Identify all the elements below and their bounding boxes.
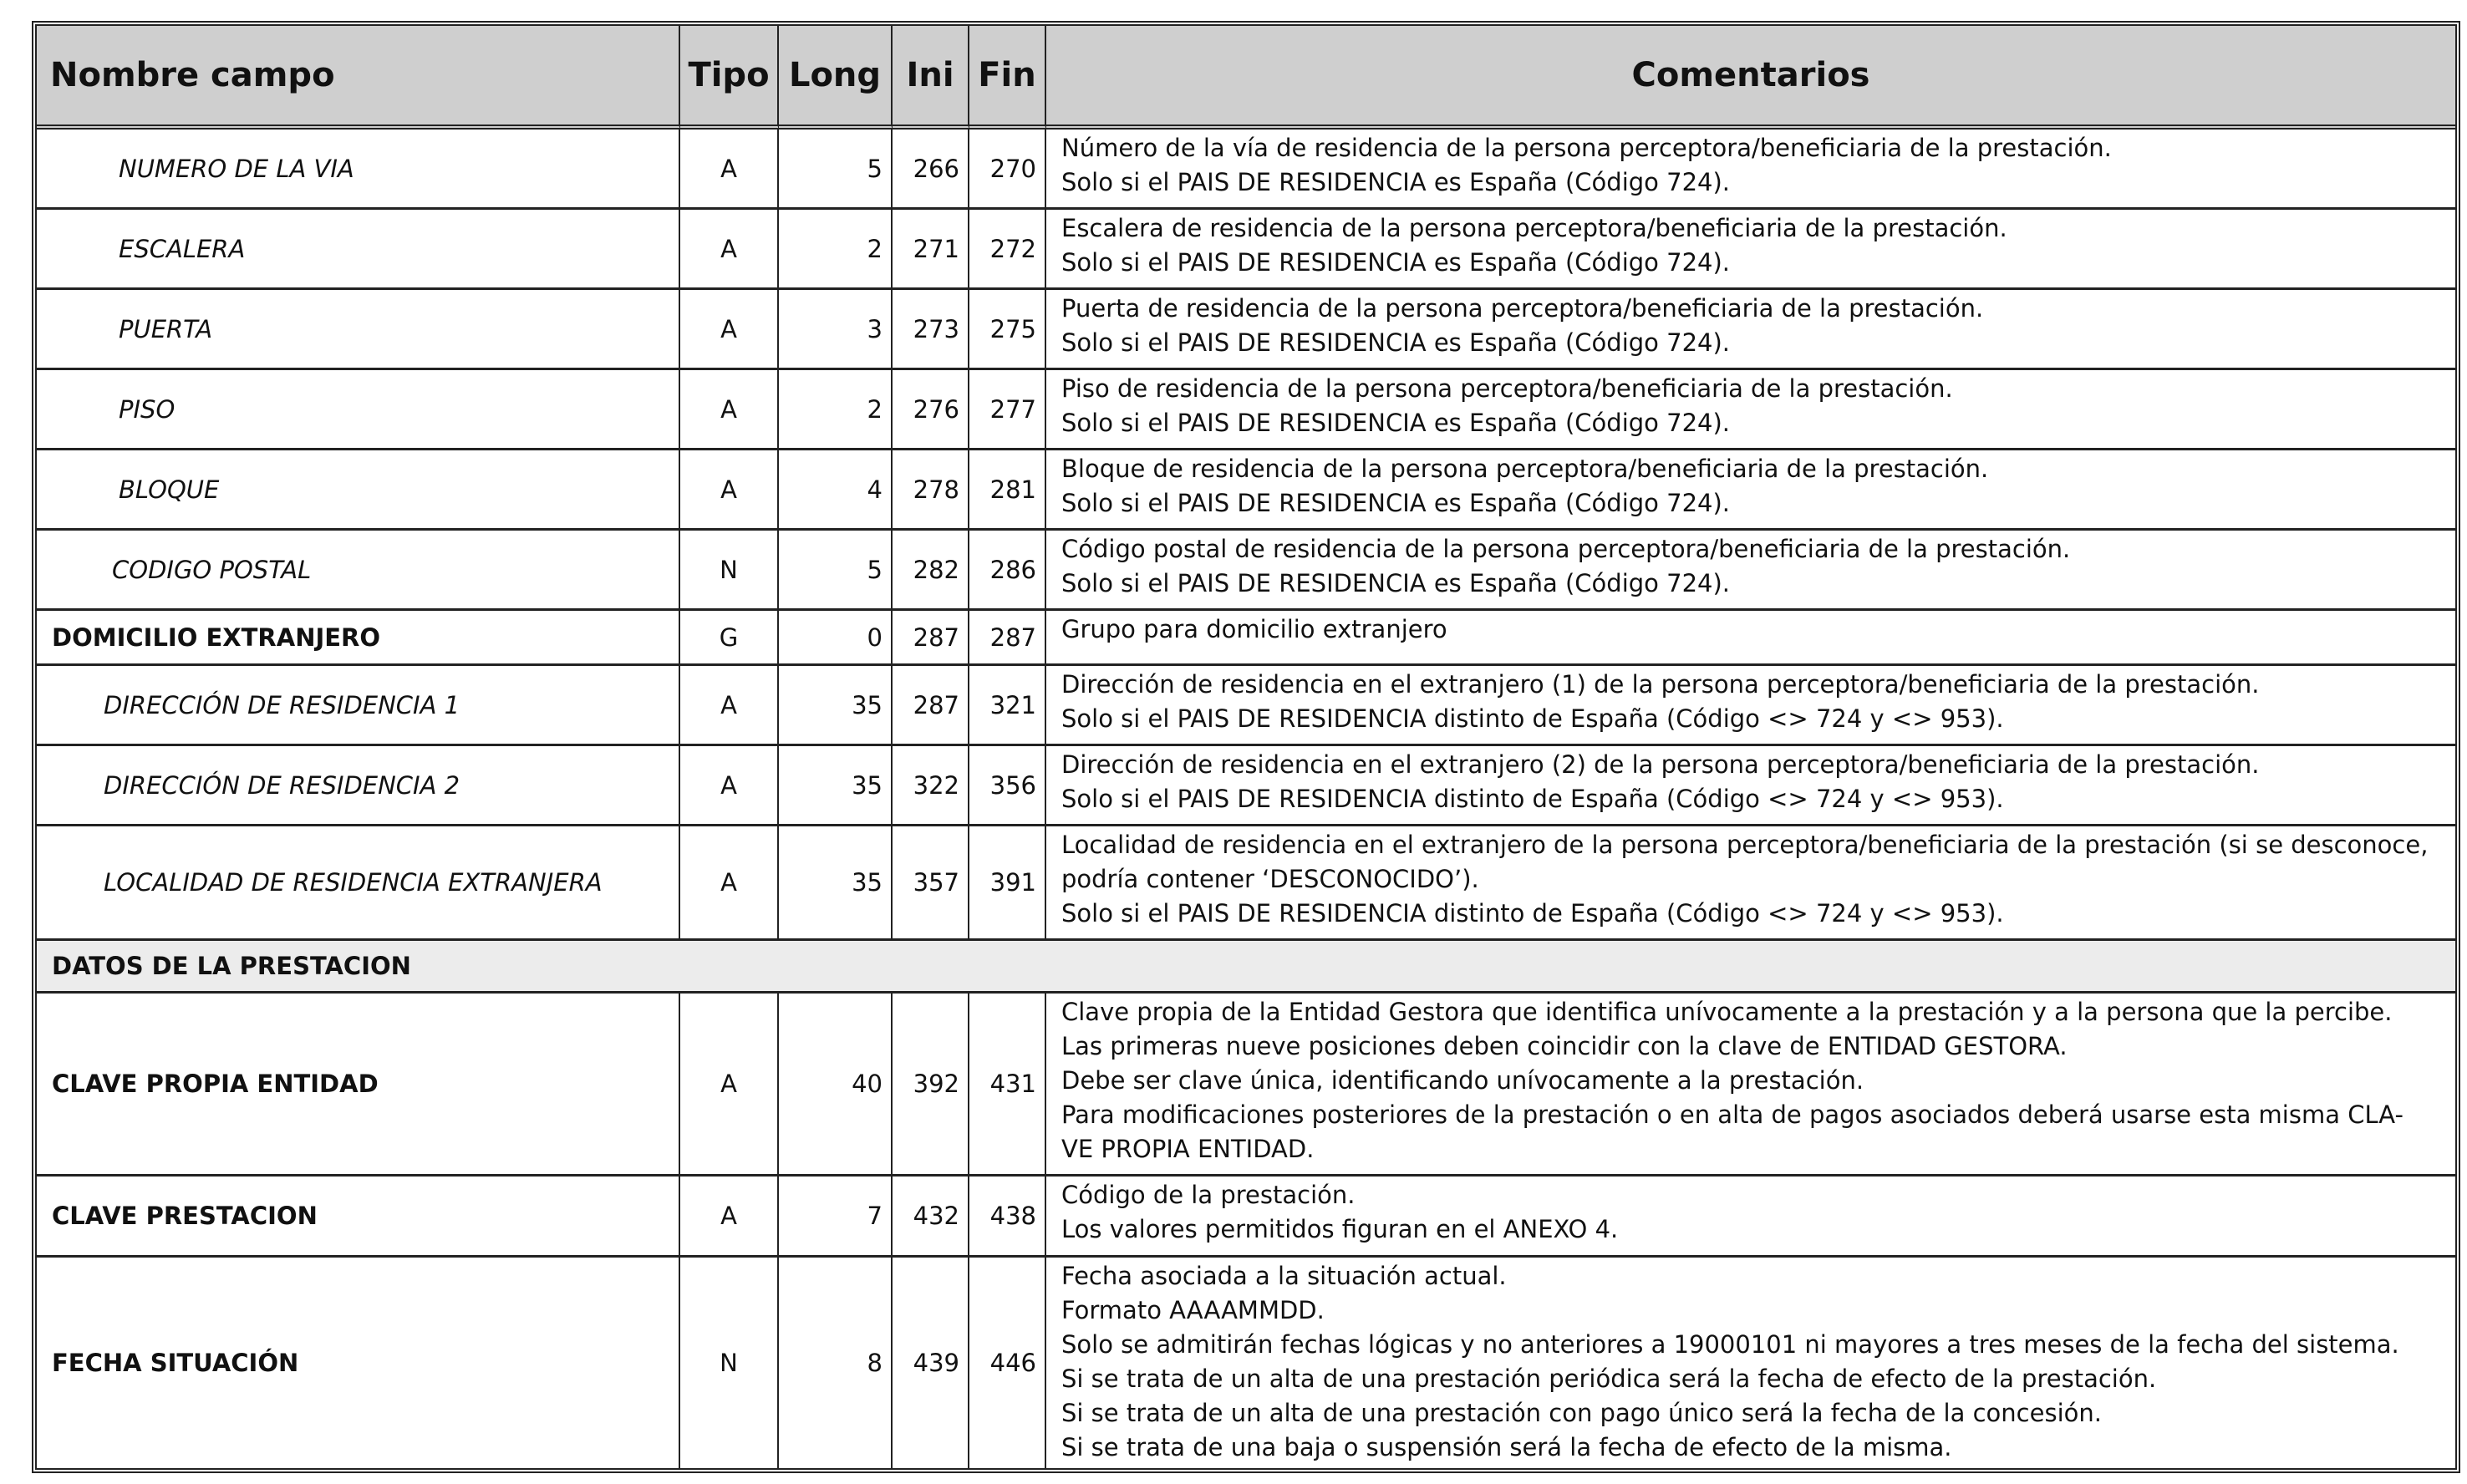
field-name: DOMICILIO EXTRANJERO xyxy=(37,611,680,666)
table-row xyxy=(37,290,2455,370)
field-comentario xyxy=(1046,746,2455,826)
comment-line: Solo se admitirán fechas lógicas y no anteriores a 19000101 ni mayores a tres meses de la fecha del sistema. xyxy=(1061,1330,2399,1359)
field-fin: 277 xyxy=(969,370,1046,450)
field-ini: 276 xyxy=(893,370,969,450)
field-long: 35 xyxy=(779,746,893,826)
field-long: 2 xyxy=(779,210,893,290)
field-ini: 439 xyxy=(893,1258,969,1468)
field-comentario xyxy=(1046,290,2455,370)
field-tipo: N xyxy=(680,1258,779,1468)
field-name: PISO xyxy=(37,370,680,450)
field-comentario xyxy=(1046,1258,2455,1468)
comment-line: Para modificaciones posteriores de la prestación o en alta de pagos asociados deberá usarse esta misma CLA- xyxy=(1061,1100,2403,1129)
field-comentario xyxy=(1046,130,2455,210)
comment-line: Puerta de residencia de la persona perceptora/beneficiaria de la prestación. xyxy=(1061,294,1984,323)
header-row xyxy=(37,26,2455,130)
field-fin: 287 xyxy=(969,611,1046,666)
table-row xyxy=(37,826,2455,941)
table-row xyxy=(37,450,2455,531)
field-name: ESCALERA xyxy=(37,210,680,290)
field-ini: 278 xyxy=(893,450,969,531)
comment-line: Si se trata de un alta de una prestación periódica será la fecha de efecto de la prestación. xyxy=(1061,1365,2157,1393)
table-row xyxy=(37,1177,2455,1258)
table-row xyxy=(37,611,2455,666)
comment-line: Fecha asociada a la situación actual. xyxy=(1061,1262,1507,1290)
field-fin: 272 xyxy=(969,210,1046,290)
field-comentario xyxy=(1046,210,2455,290)
field-comentario xyxy=(1046,1177,2455,1258)
field-tipo: A xyxy=(680,210,779,290)
field-fin: 431 xyxy=(969,994,1046,1177)
field-ini: 392 xyxy=(893,994,969,1177)
field-tipo: A xyxy=(680,1177,779,1258)
field-long: 5 xyxy=(779,531,893,611)
field-fin: 321 xyxy=(969,666,1046,746)
header-fin: Fin xyxy=(969,26,1046,130)
field-long: 4 xyxy=(779,450,893,531)
field-fin: 275 xyxy=(969,290,1046,370)
table-row xyxy=(37,531,2455,611)
comment-line: Dirección de residencia en el extranjero (2) de la persona perceptora/beneficiaria de la prestación. xyxy=(1061,750,2260,779)
comment-line: Solo si el PAIS DE RESIDENCIA es España (Código 724). xyxy=(1061,248,1731,277)
field-name: CLAVE PROPIA ENTIDAD xyxy=(37,994,680,1177)
field-name: CLAVE PRESTACION xyxy=(37,1177,680,1258)
field-fin: 286 xyxy=(969,531,1046,611)
field-name: DIRECCIÓN DE RESIDENCIA 2 xyxy=(37,746,680,826)
comment-line: Si se trata de una baja o suspensión será la fecha de efecto de la misma. xyxy=(1061,1433,1952,1461)
field-name: DIRECCIÓN DE RESIDENCIA 1 xyxy=(37,666,680,746)
field-ini: 357 xyxy=(893,826,969,941)
field-long: 7 xyxy=(779,1177,893,1258)
field-ini: 322 xyxy=(893,746,969,826)
field-ini: 266 xyxy=(893,130,969,210)
field-tipo: A xyxy=(680,450,779,531)
field-tipo: A xyxy=(680,290,779,370)
comment-line: Número de la vía de residencia de la persona perceptora/beneficiaria de la prestación. xyxy=(1061,134,2112,162)
field-fin: 438 xyxy=(969,1177,1046,1258)
field-comentario xyxy=(1046,370,2455,450)
comment-line: Si se trata de un alta de una prestación con pago único será la fecha de la concesión. xyxy=(1061,1399,2102,1427)
comment-line: Piso de residencia de la persona perceptora/beneficiaria de la prestación. xyxy=(1061,374,1953,403)
field-tipo: A xyxy=(680,370,779,450)
field-ini: 282 xyxy=(893,531,969,611)
comment-line: Solo si el PAIS DE RESIDENCIA distinto de España (Código <> 724 y <> 953). xyxy=(1061,704,2004,733)
field-long: 35 xyxy=(779,826,893,941)
field-long: 2 xyxy=(779,370,893,450)
field-comentario xyxy=(1046,450,2455,531)
field-long: 0 xyxy=(779,611,893,666)
field-fin: 391 xyxy=(969,826,1046,941)
comment-line: Clave propia de la Entidad Gestora que identifica unívocamente a la prestación y a la persona que la percibe. xyxy=(1061,998,2393,1026)
field-ini: 271 xyxy=(893,210,969,290)
field-comentario xyxy=(1046,611,2455,666)
comment-line: Debe ser clave única, identificando unívocamente a la prestación. xyxy=(1061,1066,1864,1095)
table-row xyxy=(37,1258,2455,1468)
field-tipo: A xyxy=(680,130,779,210)
field-ini: 273 xyxy=(893,290,969,370)
field-tipo: A xyxy=(680,994,779,1177)
section-title: DATOS DE LA PRESTACION xyxy=(37,941,2455,994)
header-ini: Ini xyxy=(893,26,969,130)
field-fin: 356 xyxy=(969,746,1046,826)
field-tipo: A xyxy=(680,826,779,941)
field-name: BLOQUE xyxy=(37,450,680,531)
field-comentario xyxy=(1046,531,2455,611)
field-fin: 446 xyxy=(969,1258,1046,1468)
field-fin: 281 xyxy=(969,450,1046,531)
comment-line: Bloque de residencia de la persona perceptora/beneficiaria de la prestación. xyxy=(1061,455,1989,483)
comment-line: Código de la prestación. xyxy=(1061,1181,1356,1209)
field-fin: 270 xyxy=(969,130,1046,210)
field-comentario xyxy=(1046,994,2455,1177)
header-comentarios: Comentarios xyxy=(1046,26,2455,130)
table-row xyxy=(37,130,2455,210)
table-row xyxy=(37,666,2455,746)
table-row xyxy=(37,210,2455,290)
field-tipo: A xyxy=(680,746,779,826)
header-tipo: Tipo xyxy=(680,26,779,130)
field-long: 3 xyxy=(779,290,893,370)
table-row xyxy=(37,746,2455,826)
comment-line: Solo si el PAIS DE RESIDENCIA es España (Código 724). xyxy=(1061,168,1731,196)
comment-line: Dirección de residencia en el extranjero (1) de la persona perceptora/beneficiaria de la prestación. xyxy=(1061,670,2260,699)
field-spec-table xyxy=(32,21,2460,1473)
comment-line: Solo si el PAIS DE RESIDENCIA distinto de España (Código <> 724 y <> 953). xyxy=(1061,785,2004,813)
table-row xyxy=(37,370,2455,450)
header-long: Long xyxy=(779,26,893,130)
field-name: NUMERO DE LA VIA xyxy=(37,130,680,210)
section-row xyxy=(37,941,2455,994)
comment-line: Solo si el PAIS DE RESIDENCIA distinto de España (Código <> 724 y <> 953). xyxy=(1061,899,2004,928)
field-long: 35 xyxy=(779,666,893,746)
header-nombre-campo: Nombre campo xyxy=(37,26,680,130)
comment-line: Solo si el PAIS DE RESIDENCIA es España (Código 724). xyxy=(1061,569,1731,597)
comment-line: Solo si el PAIS DE RESIDENCIA es España (Código 724). xyxy=(1061,409,1731,437)
field-tipo: A xyxy=(680,666,779,746)
field-name: CODIGO POSTAL xyxy=(37,531,680,611)
comment-line: podría contener ‘DESCONOCIDO’). xyxy=(1061,865,1479,893)
comment-line: Grupo para domicilio extranjero xyxy=(1061,615,1447,643)
comment-line: Solo si el PAIS DE RESIDENCIA es España (Código 724). xyxy=(1061,328,1731,357)
comment-line: Solo si el PAIS DE RESIDENCIA es España (Código 724). xyxy=(1061,489,1731,517)
comment-line: Formato AAAAMMDD. xyxy=(1061,1296,1325,1324)
comment-line: Los valores permitidos figuran en el ANEXO 4. xyxy=(1061,1215,1619,1243)
field-spec-table-container xyxy=(32,21,2455,1473)
field-long: 40 xyxy=(779,994,893,1177)
field-comentario xyxy=(1046,826,2455,941)
field-ini: 287 xyxy=(893,666,969,746)
comment-line: Las primeras nueve posiciones deben coincidir con la clave de ENTIDAD GESTORA. xyxy=(1061,1032,2068,1060)
field-comentario xyxy=(1046,666,2455,746)
field-name: LOCALIDAD DE RESIDENCIA EXTRANJERA xyxy=(37,826,680,941)
comment-line: VE PROPIA ENTIDAD. xyxy=(1061,1135,1315,1163)
comment-line: Escalera de residencia de la persona perceptora/beneficiaria de la prestación. xyxy=(1061,214,2007,242)
field-tipo: G xyxy=(680,611,779,666)
field-long: 5 xyxy=(779,130,893,210)
field-name: PUERTA xyxy=(37,290,680,370)
field-ini: 432 xyxy=(893,1177,969,1258)
field-long: 8 xyxy=(779,1258,893,1468)
table-row xyxy=(37,994,2455,1177)
field-ini: 287 xyxy=(893,611,969,666)
comment-line: Localidad de residencia en el extranjero de la persona perceptora/beneficiaria de la prestación (si se desconoce, xyxy=(1061,831,2429,859)
field-name: FECHA SITUACIÓN xyxy=(37,1258,680,1468)
comment-line: Código postal de residencia de la persona perceptora/beneficiaria de la prestación. xyxy=(1061,535,2071,563)
field-tipo: N xyxy=(680,531,779,611)
